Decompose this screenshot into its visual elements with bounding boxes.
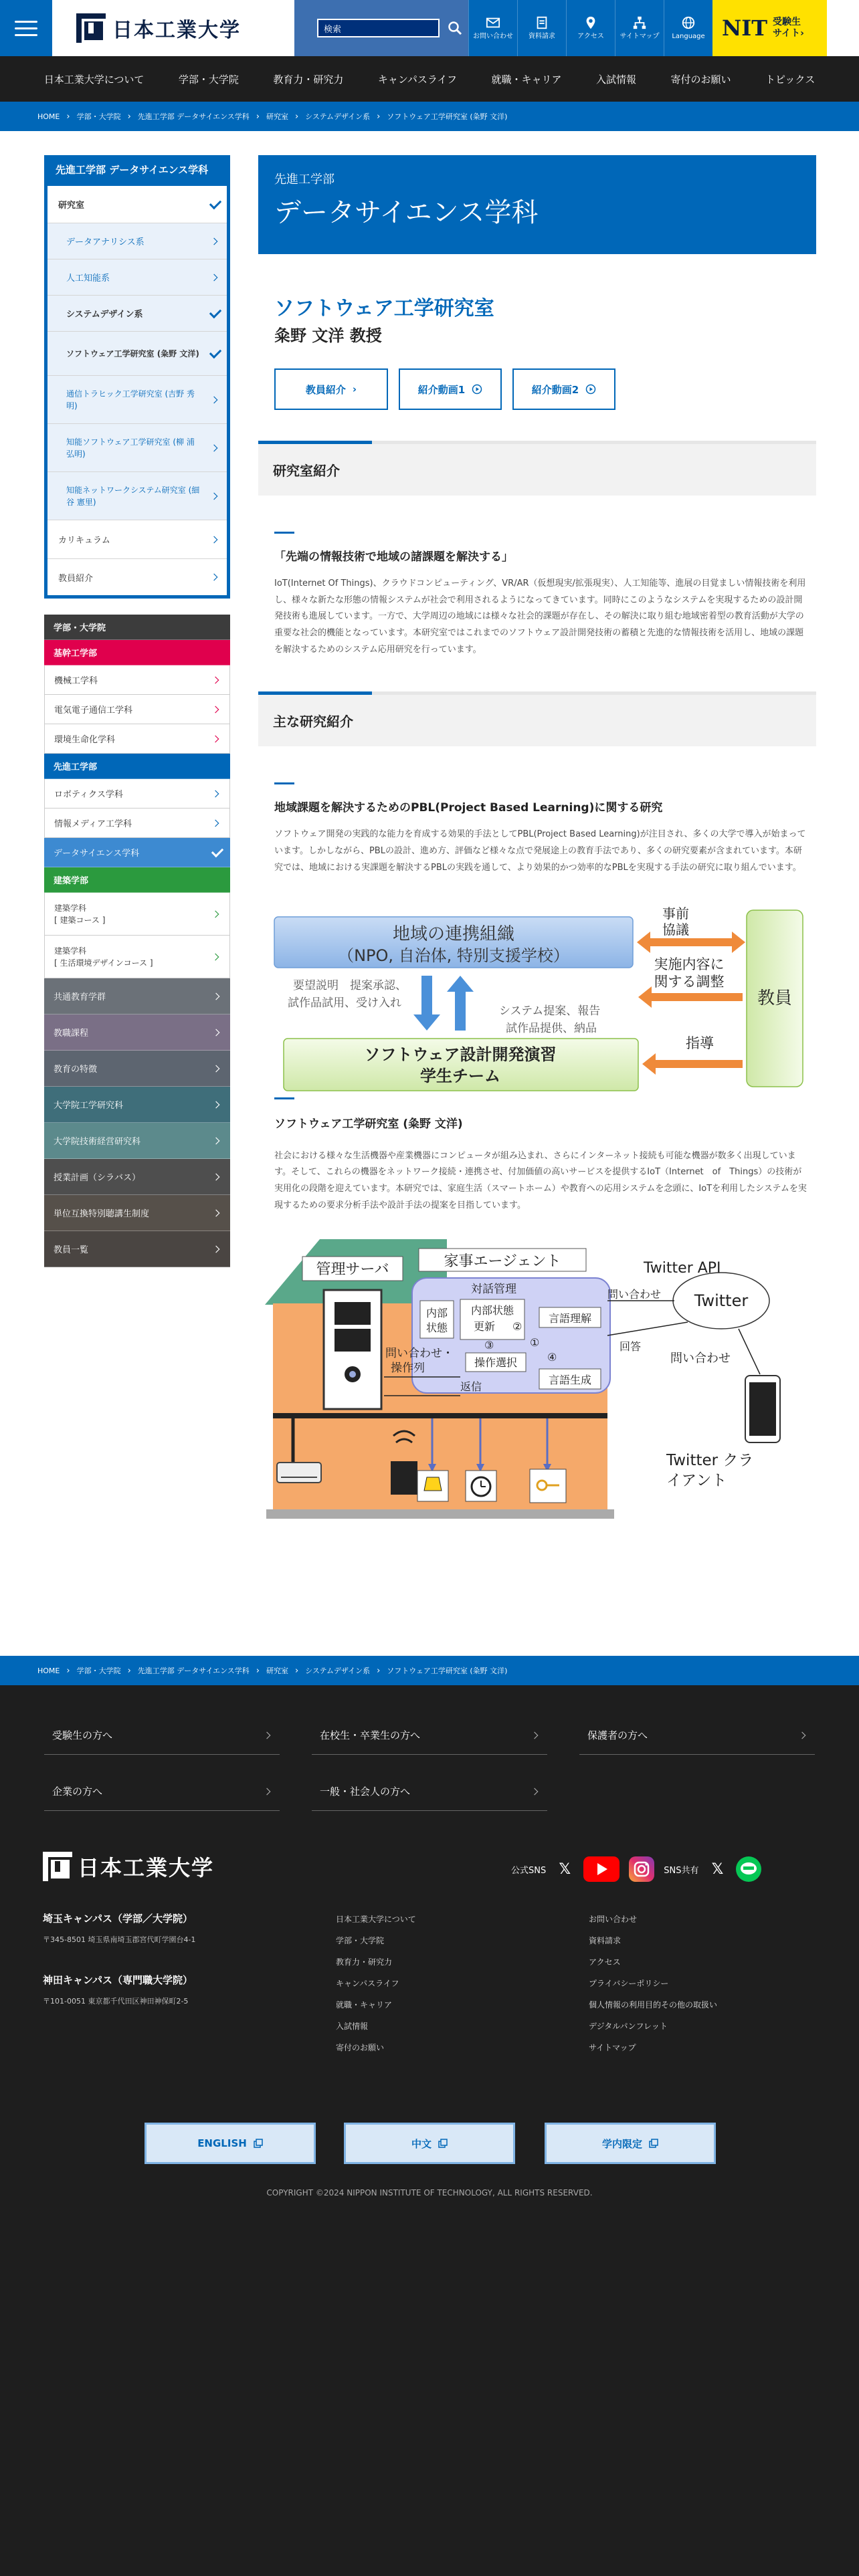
chevron-right-icon: › bbox=[377, 111, 381, 122]
language-generate-label: 言語生成 bbox=[548, 1374, 592, 1387]
faculty-menu-senshin: 先進工学部 bbox=[44, 754, 230, 779]
step-4: ④ bbox=[547, 1351, 557, 1364]
campus-kanda: 神田キャンパス（専門職大学院） bbox=[43, 1974, 193, 1986]
query-label-2: 操作列 bbox=[391, 1362, 425, 1376]
sidebar-item-curriculum[interactable] bbox=[47, 520, 227, 559]
chevron-right-icon: › bbox=[294, 1665, 299, 1676]
chevron-right-icon bbox=[213, 1137, 220, 1144]
sidebar-item-system-design[interactable] bbox=[47, 296, 227, 332]
pin-icon bbox=[583, 15, 598, 30]
faculty-menu-item[interactable] bbox=[44, 695, 230, 724]
faculty-intro-label: 教員紹介 bbox=[305, 383, 346, 396]
faculty-menu-other[interactable] bbox=[44, 1087, 230, 1123]
footer-logo[interactable] bbox=[43, 1851, 214, 1882]
intranet-label: 学内限定 bbox=[601, 2137, 642, 2150]
footer-logo-text: 日本工業大学 bbox=[78, 1855, 215, 1881]
footer-link-label: 在校生・卒業生の方へ bbox=[320, 1729, 421, 1741]
faculty-menu-item-line: 建築学科 bbox=[54, 946, 87, 956]
gnav-item[interactable]: 日本工業大学について bbox=[43, 73, 145, 86]
breadcrumb-item[interactable]: 先進工学部 データサイエンス学科 bbox=[137, 1667, 250, 1675]
chevron-right-icon bbox=[264, 1788, 271, 1795]
faculty-menu-item-label: 情報メディア工学科 bbox=[54, 819, 132, 829]
faculty-menu-item-active[interactable] bbox=[44, 838, 230, 867]
site-footer bbox=[0, 1685, 859, 2576]
operation-select-label: 操作選択 bbox=[474, 1356, 518, 1370]
agent-label: 家事エージェント bbox=[444, 1253, 561, 1271]
research-pbl bbox=[258, 782, 816, 876]
lab-intro bbox=[258, 532, 816, 658]
nav-contact[interactable] bbox=[468, 0, 517, 56]
footer-col-1 bbox=[336, 1909, 416, 2058]
chevron-right-icon bbox=[212, 819, 219, 827]
chevron-right-icon: › bbox=[256, 1665, 260, 1676]
faculty-menu-item-label: 環境生命化学科 bbox=[54, 735, 116, 745]
sidebar bbox=[44, 155, 230, 1267]
chevron-right-icon bbox=[213, 1173, 220, 1180]
lab-person: 粂野 文洋 教授 bbox=[274, 326, 382, 345]
sitemap-icon bbox=[632, 15, 647, 30]
server-label: 管理サーバ bbox=[316, 1261, 389, 1279]
faculty-menu-other-label: 授業計画（シラバス） bbox=[54, 1173, 141, 1183]
chevron-right-icon: › bbox=[66, 111, 70, 122]
lab-buttons bbox=[274, 368, 816, 410]
section-heading: 研究室紹介 bbox=[258, 441, 816, 496]
faculty-menu-other[interactable] bbox=[44, 1014, 230, 1051]
breadcrumb-item[interactable]: 先進工学部 データサイエンス学科 bbox=[137, 112, 250, 121]
ask-label: 問い合わせ bbox=[607, 1288, 662, 1301]
student-team-label: ソフトウェア設計開発演習 bbox=[364, 1045, 557, 1064]
client-label-2: イアント bbox=[666, 1472, 727, 1490]
mail-icon bbox=[486, 15, 500, 30]
sidebar-item-label: データアナリシス系 bbox=[66, 237, 145, 247]
chevron-right-icon bbox=[799, 1731, 806, 1739]
globe-icon bbox=[681, 15, 696, 30]
footer-col-link[interactable]: お問い合わせ bbox=[589, 1915, 638, 1924]
chinese-button[interactable] bbox=[344, 2123, 515, 2164]
faculty-menu-item-line: 建築学科 bbox=[54, 903, 87, 913]
client-label: Twitter クラ bbox=[666, 1452, 754, 1470]
faculty-menu-other-label: 教育の特徴 bbox=[54, 1065, 98, 1075]
pbl-diagram bbox=[266, 899, 808, 1093]
guidance-label: 指導 bbox=[686, 1035, 714, 1051]
state-update-label: 内部状態 bbox=[470, 1304, 514, 1317]
sidebar-item-labs[interactable] bbox=[47, 186, 227, 223]
community-org-sub: （NPO, 自治体, 特別支援学校） bbox=[338, 946, 569, 965]
chevron-right-icon bbox=[211, 492, 218, 500]
arrow-both-icon bbox=[637, 932, 745, 953]
breadcrumb-item[interactable]: HOME bbox=[37, 1666, 60, 1675]
router-icon bbox=[391, 1461, 417, 1495]
lab-intro-heading: 「先端の情報技術で地域の諸課題を解決する」 bbox=[274, 550, 513, 564]
sidebar-item-data-analysis[interactable] bbox=[47, 223, 227, 259]
dialog-label: 対話管理 bbox=[471, 1283, 516, 1297]
faculty-menu-other-label: 教職課程 bbox=[54, 1029, 89, 1039]
nav-contact-label: お問い合わせ bbox=[473, 33, 513, 40]
request-label: 要望説明 提案承認、 bbox=[293, 978, 407, 992]
footer-col-link[interactable]: 学部・大学院 bbox=[336, 1936, 385, 1945]
sidebar-title: 先進工学部 データサイエンス学科 bbox=[47, 158, 227, 186]
lab-heading bbox=[258, 292, 816, 410]
research-iot-text: 社会における様々な生活機器や産業機器にコンピュータが組み込まれ、さらにインターネット接続も可能な機器が数多く出現しています。そして、これらの機器をネットワーク接続・連携させ、付加価値の高いサービスを提供するIoT（Internet of Things）の技術が実用化の段階を迎えています。本研究では、家庭生活（スマートホーム）や教育への応用システムを念頭に、IoTを利用したシステムを実現するための要求分析手法や設計手法の提案を目指しています。 bbox=[274, 1150, 807, 1210]
gnav-item[interactable]: 寄付のお願い bbox=[670, 73, 731, 86]
nav-request-label: 資料請求 bbox=[529, 33, 555, 40]
chevron-right-icon bbox=[212, 706, 219, 713]
gnav-item[interactable]: キャンパスライフ bbox=[377, 73, 457, 86]
nav-access-label: アクセス bbox=[577, 33, 604, 40]
faculty-menu-other[interactable] bbox=[44, 978, 230, 1014]
sidebar-item-label: 通信トラヒック工学研究室 (吉野 秀明) bbox=[66, 389, 195, 411]
chevron-right-icon bbox=[212, 676, 219, 683]
chevron-right-icon: › bbox=[352, 383, 357, 395]
chevron-right-icon bbox=[211, 237, 218, 245]
pre-meeting-label-2: 協議 bbox=[662, 921, 689, 938]
step-2: ② bbox=[512, 1320, 522, 1333]
video1-label: 紹介動画1 bbox=[417, 383, 466, 396]
nav-language-label: Language bbox=[672, 33, 705, 40]
nav-sitemap[interactable] bbox=[615, 0, 664, 56]
gnav-item[interactable]: 入試情報 bbox=[595, 73, 636, 86]
step-1: ① bbox=[530, 1336, 540, 1350]
exam-label-line2: サイト bbox=[773, 28, 801, 39]
external-link-icon bbox=[254, 2139, 263, 2148]
menu-icon[interactable] bbox=[0, 0, 52, 56]
english-label: ENGLISH bbox=[197, 2137, 247, 2149]
address-saitama: 〒345-8501 埼玉県南埼玉郡宮代町学園台4-1 bbox=[43, 1935, 196, 1944]
faculty-menu-item-label: データサイエンス学科 bbox=[54, 849, 140, 859]
search-icon bbox=[447, 20, 463, 36]
exam-site-mark: NIT bbox=[722, 15, 768, 41]
footer-link-label: 保護者の方へ bbox=[587, 1729, 648, 1741]
faculty-menu-other[interactable] bbox=[44, 1231, 230, 1267]
faculty-menu-kenchiku: 建築学部 bbox=[44, 867, 230, 893]
chevron-right-icon bbox=[213, 1245, 220, 1253]
sns-links bbox=[511, 1856, 761, 1882]
play-circle-icon bbox=[472, 384, 482, 395]
chevron-right-icon bbox=[531, 1731, 539, 1739]
faculty-menu-other-label: 教員一覧 bbox=[54, 1245, 89, 1255]
nav-access[interactable] bbox=[566, 0, 615, 56]
chevron-right-icon bbox=[213, 1029, 220, 1036]
sidebar-item-label: システムデザイン系 bbox=[66, 310, 143, 320]
global-nav bbox=[0, 56, 859, 102]
query-label: 問い合わせ・ bbox=[385, 1347, 454, 1361]
faculty-menu-other[interactable] bbox=[44, 1195, 230, 1231]
system-label: システム提案、報告 bbox=[499, 1004, 601, 1018]
chevron-right-icon: › bbox=[377, 1665, 381, 1676]
pre-meeting-label: 事前 bbox=[662, 905, 689, 922]
logo-mark-icon bbox=[43, 1852, 72, 1881]
logo-text: 日本工業大学 bbox=[112, 19, 241, 42]
sidebar-item-label: カリキュラム bbox=[58, 536, 110, 546]
footer-col-link[interactable]: 日本工業大学について bbox=[336, 1915, 416, 1924]
sidebar-item-label: ソフトウェア工学研究室 (粂野 文洋) bbox=[66, 348, 199, 358]
sidebar-item-network-lab[interactable] bbox=[47, 472, 227, 520]
ask-label-2: 問い合わせ bbox=[670, 1352, 731, 1366]
exam-site-label: 受験生 サイト› bbox=[773, 16, 804, 39]
system-label-2: 試作品提供、納品 bbox=[506, 1021, 597, 1035]
breadcrumb-item[interactable]: HOME bbox=[37, 112, 60, 121]
state-update-label-2: 更新 bbox=[473, 1320, 496, 1333]
faculty-menu-other-label: 共通教育学群 bbox=[54, 992, 106, 1002]
faculty-menu-item[interactable] bbox=[44, 779, 230, 809]
external-link-icon bbox=[438, 2139, 448, 2148]
footer-col-link[interactable]: 資料請求 bbox=[589, 1936, 622, 1945]
chevron-right-icon bbox=[211, 396, 218, 403]
adjust-label: 実施内容に bbox=[654, 956, 725, 972]
search-button[interactable] bbox=[442, 15, 468, 41]
sidebar-item-label: 研究室 bbox=[58, 201, 85, 211]
check-icon bbox=[211, 845, 223, 857]
breadcrumb-item[interactable]: 研究室 bbox=[266, 112, 288, 121]
internal-state-label: 内部 bbox=[425, 1307, 448, 1320]
faculty-menu-item[interactable] bbox=[44, 724, 230, 754]
line-icon[interactable] bbox=[736, 1856, 761, 1882]
dept-banner bbox=[258, 155, 816, 254]
logo-mark-icon bbox=[76, 13, 106, 43]
breadcrumb-item[interactable]: 学部・大学院 bbox=[76, 112, 121, 121]
air-conditioner-icon bbox=[277, 1463, 321, 1483]
ground bbox=[266, 1509, 614, 1519]
footer-link-label: 企業の方へ bbox=[52, 1786, 103, 1798]
footer-link-applicants[interactable] bbox=[44, 1716, 280, 1755]
search-area bbox=[294, 0, 468, 56]
breadcrumb-item[interactable]: システムデザイン系 bbox=[305, 112, 371, 121]
chevron-right-icon bbox=[212, 790, 219, 797]
video1-button[interactable] bbox=[399, 368, 502, 410]
address-kanda: 〒101-0051 東京都千代田区神田神保町2-5 bbox=[43, 1997, 189, 2006]
sidebar-item-faculty[interactable] bbox=[47, 559, 227, 595]
research-iot bbox=[258, 1097, 816, 1214]
faculty-menu-item-label bbox=[54, 902, 105, 926]
faculty-menu-other[interactable] bbox=[44, 1051, 230, 1087]
step-3: ③ bbox=[484, 1339, 494, 1352]
x-icon[interactable]: 𝕏 bbox=[559, 1860, 571, 1878]
faculty-intro-button[interactable] bbox=[274, 368, 388, 410]
footer-breadcrumb bbox=[0, 1656, 859, 1685]
faculty-menu-item-label bbox=[54, 945, 153, 969]
internal-state-label-2: 状態 bbox=[425, 1321, 448, 1335]
adjust-label-2: 関する調整 bbox=[654, 973, 725, 990]
nav-language[interactable] bbox=[664, 0, 712, 56]
accent-bar bbox=[274, 532, 294, 534]
dept-subtitle: 先進工学部 bbox=[274, 173, 335, 187]
footer-col-link[interactable]: サイトマップ bbox=[589, 2043, 636, 2052]
site-logo[interactable] bbox=[52, 0, 294, 56]
nav-request[interactable] bbox=[517, 0, 566, 56]
sidebar-item-intelligent-software-lab[interactable] bbox=[47, 424, 227, 472]
x-share-icon[interactable]: 𝕏 bbox=[711, 1860, 724, 1878]
chevron-right-icon bbox=[212, 953, 219, 960]
breadcrumb-current: ソフトウェア工学研究室 (粂野 文洋) bbox=[387, 112, 508, 121]
chevron-right-icon bbox=[213, 992, 220, 1000]
footer-link-public[interactable] bbox=[312, 1772, 547, 1811]
faculty-menu-item[interactable] bbox=[44, 893, 230, 936]
footer-link-companies[interactable] bbox=[44, 1772, 280, 1811]
footer-link-label: 一般・社会人の方へ bbox=[320, 1786, 411, 1798]
faculty-menu-item-label: 機械工学科 bbox=[54, 676, 98, 686]
footer-col-link[interactable]: アクセス bbox=[589, 1957, 621, 1967]
footer-col-link[interactable]: プライバシーポリシー bbox=[589, 1979, 669, 1988]
exam-site-button[interactable] bbox=[712, 0, 827, 56]
lamp-icon bbox=[424, 1477, 442, 1491]
faculty-menu-other-label: 大学院工学研究科 bbox=[54, 1101, 124, 1111]
research-pbl-heading: 地域課題を解決するためのPBL(Project Based Learning)に関する研究 bbox=[274, 801, 663, 815]
footer-col-link[interactable]: 就職・キャリア bbox=[336, 2000, 393, 2010]
site-header bbox=[0, 0, 859, 56]
request-label-2: 試作品試用、受け入れ bbox=[288, 996, 401, 1010]
lab-title: ソフトウェア工学研究室 bbox=[274, 297, 494, 320]
smart-home-diagram bbox=[260, 1228, 808, 1523]
chevron-right-icon bbox=[531, 1788, 539, 1795]
dept-title: データサイエンス学科 bbox=[274, 197, 539, 228]
faculty-menu-kiso: 基幹工学部 bbox=[44, 640, 230, 665]
sidebar-item-label: 知能ソフトウェア工学研究室 (柳 浦 弘明) bbox=[66, 437, 195, 459]
document-icon bbox=[535, 15, 549, 30]
faculty-menu-item[interactable] bbox=[44, 809, 230, 838]
arrow-down-icon bbox=[413, 976, 440, 1031]
copyright: COPYRIGHT ©2024 NIPPON INSTITUTE OF TECHNOLOGY, ALL RIGHTS RESERVED. bbox=[266, 2188, 593, 2197]
sidebar-item-ai[interactable] bbox=[47, 259, 227, 296]
chevron-right-icon: › bbox=[294, 111, 299, 122]
intranet-button[interactable] bbox=[545, 2123, 716, 2164]
section-heading: 主な研究紹介 bbox=[258, 691, 816, 746]
footer-col-link[interactable]: 入試情報 bbox=[336, 2022, 369, 2031]
check-icon bbox=[209, 197, 221, 209]
lab-intro-text: IoT(Internet Of Things)、クラウドコンピューティング、VR/AR（仮想現実/拡張現実）、人工知能等、進展の目覚ましい情報技術を利用し、様々な新たな形態の情報システムが社会で利用されるようになってきています。同時にこのようなシステムを実現するための設計開発技術も進展しています。一方で、大学周辺の地域には様々な社会的課題が存在し、その解決に取り組む地域密着型の教育活動が大学の重要な社会的機能となっています。本研究室ではこれまでのソフトウェア設計開発技術の蓄積と先進的な情報技術を活用し、地域の課題を解決するためのシステム応用研究を行っています。 bbox=[274, 578, 806, 655]
utility-nav bbox=[468, 0, 712, 56]
footer-col-link[interactable]: 寄付のお願い bbox=[336, 2043, 385, 2052]
play-circle-icon bbox=[585, 384, 596, 395]
research-iot-heading: ソフトウェア工学研究室 (粂野 文洋) bbox=[274, 1117, 463, 1131]
faculty-menu-other[interactable] bbox=[44, 1159, 230, 1195]
chevron-right-icon bbox=[213, 1101, 220, 1108]
sns-share-label: SNS共有 bbox=[664, 1865, 699, 1876]
faculty-menu-item[interactable] bbox=[44, 665, 230, 695]
faculty-menu-other-label: 大学院技術経営研究科 bbox=[54, 1137, 141, 1147]
community-org-label: 地域の連携組織 bbox=[392, 924, 515, 944]
chevron-right-icon bbox=[264, 1731, 271, 1739]
chevron-right-icon: › bbox=[127, 1665, 131, 1676]
faculty-menu-item-course: [ 建築コース ] bbox=[54, 915, 106, 925]
check-icon bbox=[209, 346, 221, 358]
faculty-menu-item-label: 電気電子通信工学科 bbox=[54, 706, 133, 716]
english-button[interactable] bbox=[145, 2123, 316, 2164]
sns-label: 公式SNS bbox=[511, 1865, 547, 1876]
footer-col-link[interactable]: キャンパスライフ bbox=[336, 1979, 399, 1988]
chevron-right-icon: › bbox=[127, 111, 131, 122]
teacher-label: 教員 bbox=[757, 988, 793, 1008]
network-line bbox=[273, 1413, 607, 1418]
sidebar-item-label: 知能ネットワークシステム研究室 (細谷 憲里) bbox=[66, 485, 200, 507]
footer-col-2 bbox=[589, 1909, 717, 2058]
chevron-right-icon bbox=[213, 1065, 220, 1072]
check-icon bbox=[209, 306, 221, 318]
chevron-right-icon bbox=[211, 536, 218, 543]
reply-label: 返信 bbox=[460, 1380, 482, 1394]
footer-col-link[interactable]: デジタルパンフレット bbox=[589, 2022, 668, 2031]
footer-col-link[interactable]: 教育力・研究力 bbox=[336, 1957, 393, 1967]
breadcrumb-item[interactable]: システムデザイン系 bbox=[305, 1667, 371, 1675]
video2-button[interactable] bbox=[512, 368, 615, 410]
breadcrumb bbox=[0, 102, 859, 131]
twitter-api-label: Twitter API bbox=[644, 1260, 721, 1277]
chevron-right-icon bbox=[211, 444, 218, 451]
arrow-up-icon bbox=[447, 976, 474, 1031]
sidebar-local-nav bbox=[44, 155, 230, 599]
breadcrumb-item[interactable]: 研究室 bbox=[266, 1667, 288, 1675]
youtube-icon[interactable] bbox=[583, 1856, 619, 1882]
chevron-right-icon bbox=[212, 910, 219, 918]
answer-label: 回答 bbox=[619, 1340, 642, 1354]
gnav-item[interactable]: 学部・大学院 bbox=[178, 73, 239, 86]
main-content bbox=[258, 155, 816, 1523]
faculty-menu bbox=[44, 615, 230, 1267]
chevron-right-icon bbox=[211, 574, 218, 581]
footer-link-parents[interactable] bbox=[579, 1716, 815, 1755]
exam-label-line1: 受験生 bbox=[773, 16, 801, 27]
search-input[interactable]: 検索 bbox=[317, 19, 440, 37]
chevron-right-icon: › bbox=[256, 111, 260, 122]
student-team-sub: 学生チーム bbox=[420, 1066, 500, 1085]
gnav-item[interactable]: 就職・キャリア bbox=[491, 73, 562, 86]
gnav-item[interactable]: 教育力・研究力 bbox=[273, 73, 344, 86]
twitter-label: Twitter bbox=[694, 1291, 749, 1311]
nav-sitemap-label: サイトマップ bbox=[619, 33, 660, 40]
video2-label: 紹介動画2 bbox=[531, 383, 579, 396]
chevron-right-icon: › bbox=[66, 1665, 70, 1676]
sidebar-item-label: 人工知能系 bbox=[66, 274, 110, 284]
footer-link-label: 受験生の方へ bbox=[52, 1729, 113, 1741]
sidebar-item-traffic-lab[interactable] bbox=[47, 376, 227, 424]
chevron-right-icon bbox=[211, 274, 218, 281]
faculty-menu-other[interactable] bbox=[44, 1123, 230, 1159]
chevron-right-icon bbox=[213, 1209, 220, 1216]
breadcrumb-item[interactable]: 学部・大学院 bbox=[76, 1667, 121, 1675]
faculty-menu-head: 学部・大学院 bbox=[44, 615, 230, 640]
accent-bar bbox=[274, 782, 294, 784]
external-link-icon bbox=[649, 2139, 658, 2148]
arrow-left-icon bbox=[642, 1053, 743, 1075]
research-pbl-text: ソフトウェア開発の実践的な能力を育成する効果的手法としてPBL(Project Based Learning)が注目され、多くの大学で導入が始まっています。しかしながら、PBLの設計、進め方、評価など様々な点で発展途上の教育手法であり、多くの研究要素が含まれています。本研究では、地域における実課題を解決するPBLの実践を通して、より効果的かつ効率的なPBLを実現する手法の研究に取り組んでいます。 bbox=[274, 829, 806, 873]
faculty-menu-other-label: 単位互換特別聴講生制度 bbox=[54, 1209, 150, 1219]
faculty-menu-item-label: ロボティクス学科 bbox=[54, 790, 123, 800]
campus-saitama: 埼玉キャンパス（学部／大学院） bbox=[43, 1913, 193, 1925]
chevron-right-icon bbox=[212, 735, 219, 742]
footer-link-students[interactable] bbox=[312, 1716, 547, 1755]
gnav-item[interactable]: トピックス bbox=[765, 73, 816, 86]
footer-col-link[interactable]: 個人情報の利用目的その他の取扱い bbox=[589, 2000, 718, 2010]
breadcrumb-current: ソフトウェア工学研究室 (粂野 文洋) bbox=[387, 1667, 508, 1675]
instagram-icon[interactable] bbox=[629, 1856, 654, 1882]
sidebar-item-label: 教員紹介 bbox=[58, 573, 94, 584]
sidebar-item-software-lab[interactable] bbox=[47, 332, 227, 376]
accent-bar bbox=[274, 1097, 294, 1099]
faculty-menu-item-course: [ 生活環境デザインコース ] bbox=[54, 958, 153, 968]
faculty-menu-item[interactable] bbox=[44, 936, 230, 978]
language-understand-label: 言語理解 bbox=[548, 1312, 592, 1325]
chinese-label: 中文 bbox=[411, 2137, 432, 2150]
